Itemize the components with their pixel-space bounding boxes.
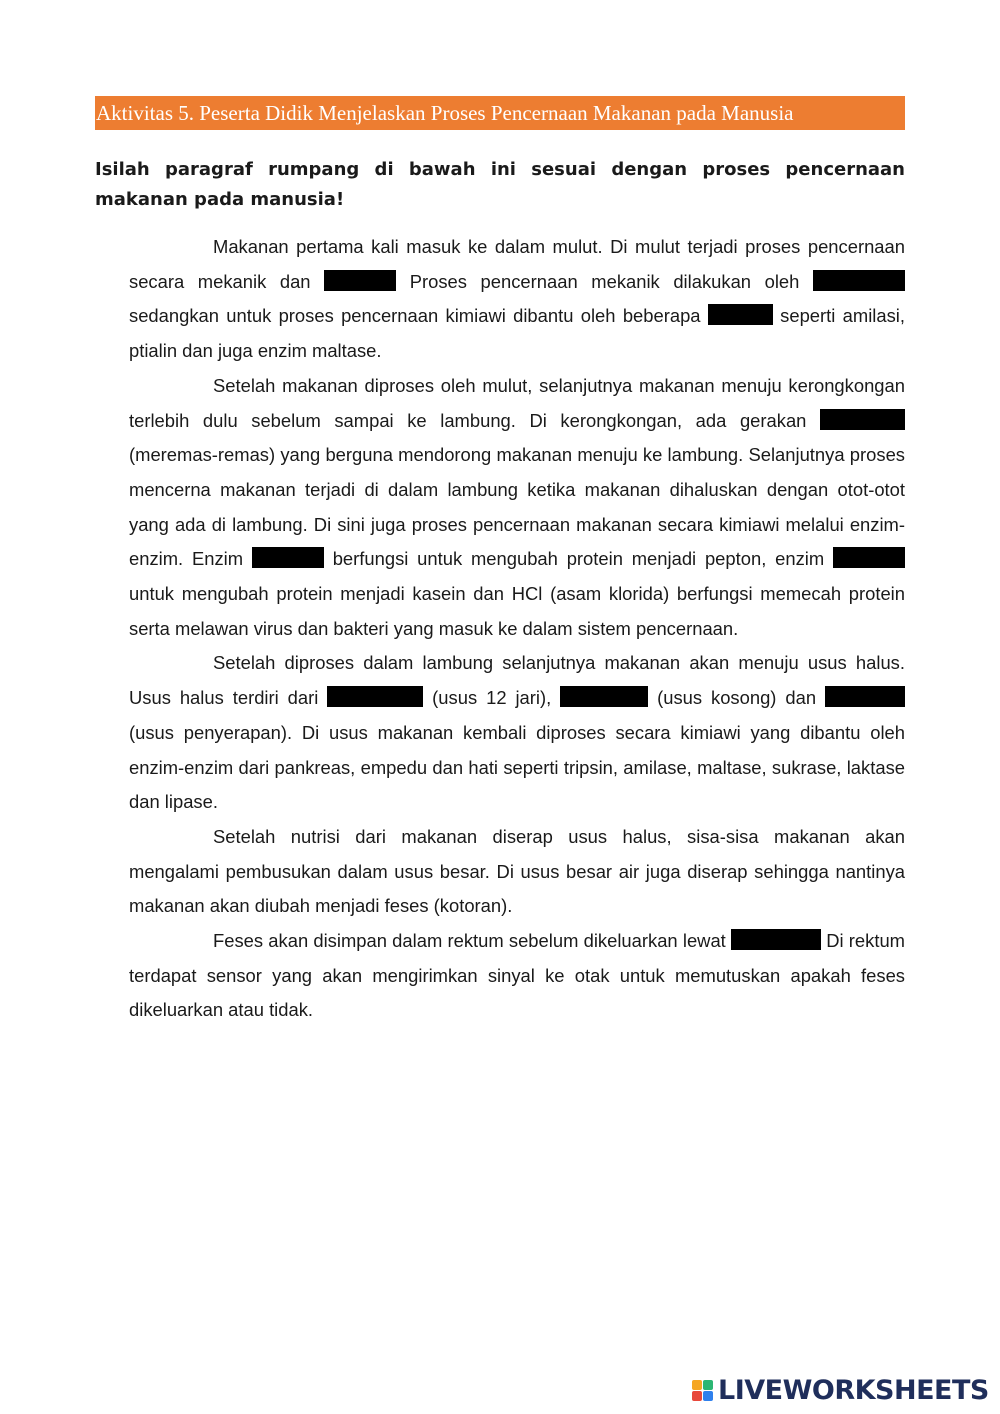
answer-blank-6[interactable] bbox=[833, 547, 905, 568]
paragraph-mouth bbox=[129, 230, 905, 369]
logo-text: LIVEWORKSHEETS bbox=[718, 1374, 989, 1406]
text-segment: Setelah nutrisi dari makanan diserap usus halus, sisa-sisa makanan akan mengalami pembusukan dalam usus besar. Di usus besar air juga diserap sehingga nantinya makanan akan diubah menjadi feses (kotoran). bbox=[129, 825, 905, 917]
answer-blank-5[interactable] bbox=[252, 547, 324, 568]
text-segment: Feses akan disimpan dalam rektum sebelum dikeluarkan lewat bbox=[213, 930, 732, 952]
liveworksheets-logo bbox=[692, 1374, 989, 1406]
answer-blank-4[interactable] bbox=[820, 409, 905, 430]
answer-blank-7[interactable] bbox=[327, 686, 423, 707]
answer-blank-1[interactable] bbox=[324, 270, 396, 291]
cloze-passage bbox=[129, 230, 905, 1028]
answer-blank-3[interactable] bbox=[708, 304, 773, 325]
logo-tile bbox=[703, 1380, 713, 1390]
text-segment: seperti amilasi, ptialin dan juga enzim maltase. bbox=[129, 305, 905, 362]
answer-blank-8[interactable] bbox=[560, 686, 648, 707]
text-segment: Makanan pertama kali masuk ke dalam mulut. Di mulut terjadi proses pencernaan secara mekanik dan bbox=[129, 236, 905, 292]
text-segment: (usus kosong) dan bbox=[648, 687, 825, 709]
logo-tile bbox=[703, 1391, 713, 1401]
logo-tile bbox=[692, 1380, 702, 1390]
paragraph-stomach bbox=[129, 369, 905, 647]
text-segment: (meremas-remas) yang berguna mendorong makanan menuju ke lambung. Selanjutnya proses mencerna makanan terjadi di dalam lambung ketika makanan dihaluskan dengan otot-otot yang ada di lambung. Di sini juga proses pencernaan makanan secara kimiawi melalui enzim-enzim. Enzim bbox=[129, 444, 905, 570]
paragraph-rectum bbox=[129, 924, 905, 1028]
instruction-text: Isilah paragraf rumpang di bawah ini sesuai dengan proses pencernaan makanan pada manusia! bbox=[95, 159, 905, 210]
text-segment: (usus 12 jari), bbox=[423, 687, 561, 709]
answer-blank-10[interactable] bbox=[731, 929, 821, 950]
text-segment: (usus penyerapan). Di usus makanan kembali diproses secara kimiawi yang dibantu oleh enzim-enzim dari pankreas, empedu dan hati seperti tripsin, amilase, maltase, sukrase, laktase dan lipase. bbox=[129, 721, 905, 813]
answer-blank-2[interactable] bbox=[813, 270, 905, 291]
activity-title-bar bbox=[95, 96, 905, 130]
text-segment: sedangkan untuk proses pencernaan kimiawi dibantu oleh beberapa bbox=[129, 305, 708, 327]
text-segment: Setelah makanan diproses oleh mulut, selanjutnya makanan menuju kerongkongan terlebih dulu sebelum sampai ke lambung. Di kerongkongan, ada gerakan bbox=[129, 374, 905, 431]
activity-title: Aktivitas 5. Peserta Didik Menjelaskan Proses Pencernaan Makanan pada Manusia bbox=[96, 101, 794, 125]
paragraph-small-intestine bbox=[129, 646, 905, 820]
text-segment: untuk mengubah protein menjadi kasein dan HCl (asam klorida) berfungsi memecah protein serta melawan virus dan bakteri yang masuk ke dalam sistem pencernaan. bbox=[129, 583, 905, 639]
answer-blank-9[interactable] bbox=[825, 686, 905, 707]
text-segment: Setelah diproses dalam lambung selanjutnya makanan akan menuju usus halus. Usus halus terdiri dari bbox=[129, 652, 905, 709]
text-segment: berfungsi untuk mengubah protein menjadi pepton, enzim bbox=[323, 548, 833, 570]
paragraph-large-intestine bbox=[129, 820, 905, 924]
logo-grid-icon bbox=[692, 1380, 713, 1401]
text-segment: Di rektum terdapat sensor yang akan mengirimkan sinyal ke otak untuk memutuskan apakah feses dikeluarkan atau tidak. bbox=[129, 930, 906, 1021]
text-segment: Proses pencernaan mekanik dilakukan oleh bbox=[396, 270, 813, 292]
logo-tile bbox=[692, 1391, 702, 1401]
